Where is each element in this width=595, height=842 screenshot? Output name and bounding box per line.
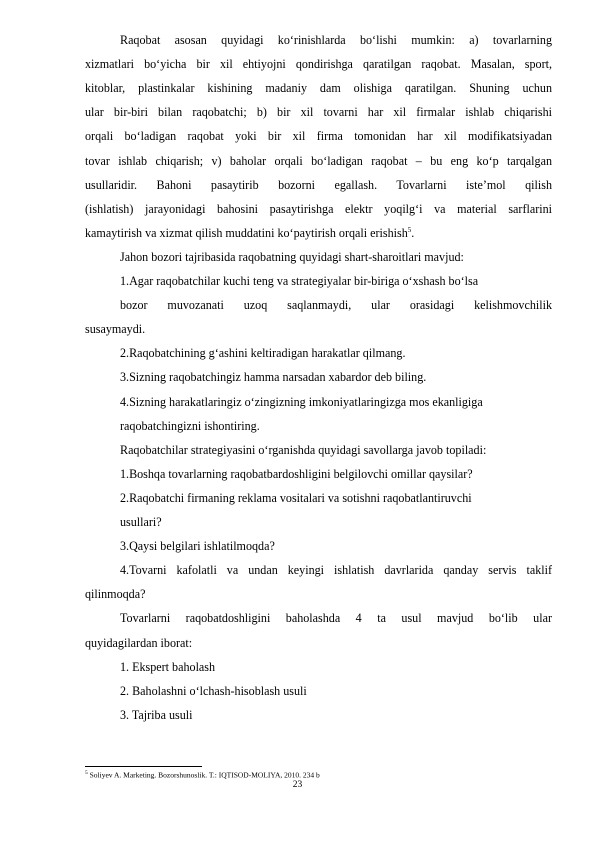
footnote-separator (85, 766, 202, 767)
text-line (85, 202, 552, 216)
text-line (120, 250, 464, 264)
line-text: 2.Raqobatchining g‘ashini keltiradigan harakatlar qilmang. (120, 346, 406, 361)
line-text: 1.Boshqa tovarlarning raqobatbardoshligini belgilovchi omillar qaysilar? (120, 466, 473, 481)
line-text: Raqobatchilar strategiyasini o‘rganishda quyidagi savollarga javob topiladi: (120, 442, 487, 457)
text-line (85, 178, 552, 192)
footnote (85, 770, 320, 780)
page-number: 23 (292, 780, 303, 790)
line-text: quyidagilardan iborat: (85, 635, 193, 650)
text-line (120, 563, 552, 577)
text-line (85, 587, 145, 601)
line-text: 2. Baholashni o‘lchash-hisoblash usuli (120, 683, 307, 698)
text-line (120, 298, 552, 312)
text-line (85, 105, 552, 119)
line-text: Raqobat asosan quyidagi ko‘rinishlarda bo‘lishi mumkin: a) tovarlarning (120, 33, 552, 47)
line-text: tovar ishlab chiqarish; v) baholar orqali bo‘ladigan raqobat – bu eng ko‘p tarqalgan (85, 153, 552, 168)
line-text: 2.Raqobatchi firmaning reklama vositalari va sotishni raqobatlantiruvchi (120, 490, 472, 505)
text-line (120, 443, 486, 457)
text-line (120, 370, 426, 384)
line-punctuation: . (411, 225, 415, 240)
line-text: 3. Tajriba usuli (120, 707, 193, 722)
line-text: 3.Sizning raqobatchingiz hamma narsadan xabardor deb biling. (120, 370, 427, 385)
text-line (120, 660, 215, 674)
line-text: usullaridir. Bahoni pasaytirib bozorni egallash. Tovarlarni iste’mol qilish (85, 177, 552, 192)
text-line (120, 467, 473, 481)
line-text: qilinmoqda? (85, 587, 146, 602)
line-text: 4.Sizning harakatlaringiz o‘zingizning imkoniyatlaringizga mos ekanligiga (120, 394, 483, 409)
line-text: xizmatlari bo‘yicha bir xil ehtiyojni qondirishga qaratilgan raqobat. Masalan, sport, (85, 57, 552, 72)
line-text: 1.Agar raqobatchilar kuchi teng va strategiyalar bir-biriga o‘xshash bo‘lsa (120, 274, 479, 288)
line-text: kamaytirish va xizmat qilish muddatini ko‘paytirish orqali erishish (85, 225, 408, 240)
line-text: usullari? (120, 515, 162, 529)
text-line (85, 636, 192, 650)
text-line (120, 684, 307, 698)
line-text: 4.Tovarni kafolatli va undan keyingi ishlatish davrlarida qanday servis taklif (120, 563, 552, 578)
line-text: Jahon bozori tajribasida raqobatning quyidagi shart-sharoitlari mavjud: (120, 249, 464, 264)
text-line (85, 154, 552, 168)
text-line (120, 274, 478, 288)
line-text: orqali bo‘ladigan raqobat yoki bir xil firma tomonidan har xil modifikatsiyadan (85, 129, 552, 144)
text-line (120, 515, 162, 529)
footnote-text: Soliyev A. Marketing. Bozorshunoslik. T.: IQTISOD-MOLIYA, 2010. 234 b (87, 770, 320, 780)
text-line (120, 611, 552, 625)
text-line (85, 226, 414, 240)
line-text: raqobatchingizni ishontiring. (120, 418, 260, 433)
text-line (85, 322, 145, 336)
text-line (120, 419, 260, 433)
line-text: 1. Ekspert baholash (120, 659, 216, 674)
text-line (120, 346, 405, 360)
text-line (120, 33, 552, 47)
line-text: Tovarlarni raqobatdoshligini baholashda 4 ta usul mavjud bo‘lib ular (120, 611, 552, 626)
text-line (120, 539, 275, 553)
text-line (120, 708, 193, 722)
footnote-marker: 5 (85, 770, 88, 776)
text-line (85, 129, 552, 143)
text-line (120, 395, 483, 409)
line-text: kitoblar, plastinkalar kishining madaniy dam olishiga qaratilgan. Shuning uchun (85, 81, 552, 96)
line-text: bozor muvozanati uzoq saqlanmaydi, ular orasidagi kelishmovchilik (120, 298, 552, 313)
line-text: ular bir-biri bilan raqobatchi; b) bir xil tovarni har xil firmalar ishlab chiqarishi (85, 105, 552, 120)
text-line (85, 57, 552, 71)
text-line (85, 81, 552, 95)
line-text: susaymaydi. (85, 322, 146, 337)
footnote-reference: 5 (407, 225, 412, 234)
line-text: 3.Qaysi belgilari ishlatilmoqda? (120, 539, 275, 554)
text-line (120, 491, 472, 505)
line-text: (ishlatish) jarayonidagi bahosini pasaytirishga elektr yoqilg‘i va material sarflarini (85, 201, 552, 216)
